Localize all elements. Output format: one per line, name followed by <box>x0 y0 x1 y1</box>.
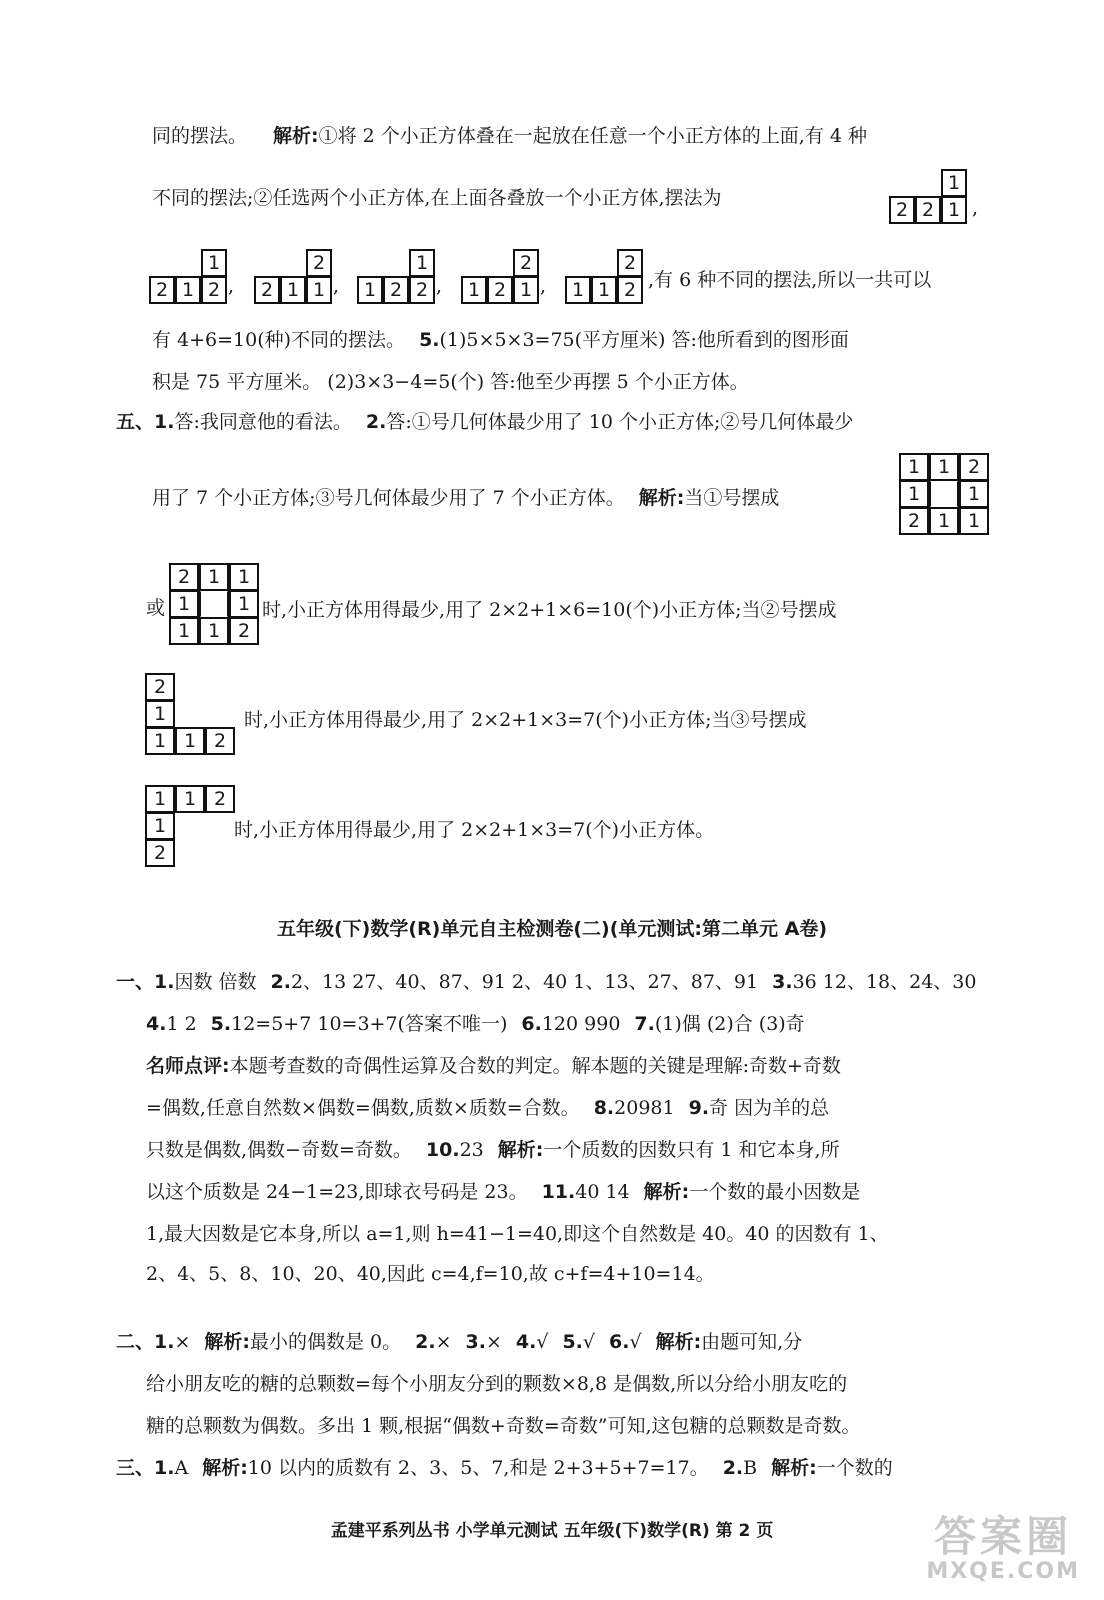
figure-cell: 1 <box>280 276 306 304</box>
figure-cell: 1 <box>941 169 967 197</box>
figure-cell <box>175 673 205 701</box>
answer-line-3: 名师点评:本题考查数的奇偶性运算及合数的判定。解本题的关键是理解:奇数+奇数 <box>146 1055 841 1077</box>
section-heading: 五年级(下)数学(R)单元自主检测卷(二)(单元测试:第二单元 A卷) <box>276 918 828 940</box>
text-line-6: 五、1.答:我同意他的看法。 2.答:①号几何体最少用了 10 个小正方体;②号几何体最少 <box>116 411 854 433</box>
figure-cell <box>175 812 205 840</box>
figure-3 <box>255 250 333 304</box>
figure-cell: 2 <box>254 276 280 304</box>
figure-cell: 1 <box>175 727 205 755</box>
figure-cell <box>254 249 280 277</box>
figure-cell <box>205 812 235 840</box>
text-line-4: 有 4+6=10(种)不同的摆法。 5.(1)5×5×3=75(平方厘米) 答:他所看到的图形面 <box>152 329 849 351</box>
figure-cell: 2 <box>959 453 989 481</box>
figure-cell: 1 <box>145 700 175 728</box>
figure-cell: 2 <box>306 249 332 277</box>
comma: , <box>228 275 235 297</box>
figure-cell: 1 <box>199 617 229 645</box>
figure-cell: 2 <box>205 727 235 755</box>
figure-cell: 1 <box>199 563 229 591</box>
figure-cell: 1 <box>899 480 929 508</box>
figure-cell: 2 <box>617 249 643 277</box>
figure-cell: 2 <box>513 249 539 277</box>
figure-5 <box>462 250 540 304</box>
figure-cell <box>280 249 306 277</box>
answer-line-10: 给小朋友吃的糖的总颗数=每个小朋友分到的颗数×8,8 是偶数,所以分给小朋友吃的 <box>146 1373 848 1395</box>
watermark-url: MXQE.COM <box>926 1559 1080 1584</box>
figure-cell: 1 <box>565 276 591 304</box>
figure-cell <box>915 169 941 197</box>
figure-cell: 2 <box>409 276 435 304</box>
figure-cell: 1 <box>899 453 929 481</box>
answer-line-4: =偶数,任意自然数×偶数=偶数,质数×质数=合数。 8.20981 9.奇 因为羊的总 <box>146 1097 830 1119</box>
figure-cell: 1 <box>461 276 487 304</box>
figure-cell: 1 <box>201 249 227 277</box>
text-line-1: 同的摆法。 解析:①将 2 个小正方体叠在一起放在任意一个小正方体的上面,有 4 种 <box>152 125 868 147</box>
comma: , <box>972 197 979 219</box>
figure-cell: 1 <box>175 785 205 813</box>
figure-cell: 1 <box>591 276 617 304</box>
figure-cell <box>383 249 409 277</box>
figure-cell: 1 <box>145 785 175 813</box>
figure-cell: 1 <box>959 480 989 508</box>
figure-cell <box>889 169 915 197</box>
text-line-8a: 或 <box>146 597 166 619</box>
figure-cell: 2 <box>889 196 915 224</box>
figure-cell: 1 <box>229 563 259 591</box>
figure-cell: 2 <box>487 276 513 304</box>
text-line-7: 用了 7 个小正方体;③号几何体最少用了 7 个小正方体。 解析:当①号摆成 <box>152 487 780 509</box>
text-line-3: ,有 6 种不同的摆法,所以一共可以 <box>648 269 932 291</box>
answer-line-6: 以这个质数是 24−1=23,即球衣号码是 23。 11.40 14 解析:一个数的最小因数是 <box>146 1181 861 1203</box>
figure-cell <box>461 249 487 277</box>
comma: , <box>540 275 547 297</box>
answer-line-9: 二、1.× 解析:最小的偶数是 0。 2.× 3.× 4.√ 5.√ 6.√ 解析:由题可知,分 <box>116 1331 803 1353</box>
figure-cell <box>591 249 617 277</box>
figure-cell <box>357 249 383 277</box>
figure-4 <box>358 250 436 304</box>
figure-cell <box>205 673 235 701</box>
text-line-2: 不同的摆法;②任选两个小正方体,在上面各叠放一个小正方体,摆法为 <box>152 187 722 209</box>
text-line-8: 时,小正方体用得最少,用了 2×2+1×6=10(个)小正方体;当②号摆成 <box>262 599 837 621</box>
figure-grid-3 <box>146 674 236 755</box>
figure-cell: 2 <box>145 839 175 867</box>
figure-cell: 1 <box>169 590 199 618</box>
figure-cell: 1 <box>959 507 989 535</box>
figure-cell: 1 <box>175 276 201 304</box>
text-line-9: 时,小正方体用得最少,用了 2×2+1×3=7(个)小正方体;当③号摆成 <box>244 709 807 731</box>
figure-cell <box>565 249 591 277</box>
figure-cell: 1 <box>929 507 959 535</box>
figure-1 <box>890 170 968 224</box>
figure-cell: 1 <box>229 590 259 618</box>
page-footer: 孟建平系列丛书 小学单元测试 五年级(下)数学(R) 第 2 页 <box>330 1521 774 1541</box>
text-line-10: 时,小正方体用得最少,用了 2×2+1×3=7(个)小正方体。 <box>234 819 715 841</box>
figure-cell: 2 <box>383 276 409 304</box>
watermark-text: 答案圈 <box>934 1512 1073 1561</box>
figure-cell: 1 <box>145 727 175 755</box>
figure-cell: 1 <box>941 196 967 224</box>
figure-cell: 1 <box>306 276 332 304</box>
figure-cell: 2 <box>205 785 235 813</box>
figure-cell <box>205 839 235 867</box>
figure-cell <box>487 249 513 277</box>
answer-line-1: 一、1.因数 倍数 2.2、13 27、40、87、91 2、40 1、13、27、87、91 3.36 12、18、24、30 <box>116 971 977 993</box>
figure-cell: 2 <box>617 276 643 304</box>
figure-cell: 1 <box>929 453 959 481</box>
figure-grid-4 <box>146 786 236 867</box>
figure-cell: 1 <box>169 617 199 645</box>
figure-cell <box>199 590 229 618</box>
figure-2 <box>150 250 228 304</box>
figure-cell <box>205 700 235 728</box>
answer-line-12: 三、1.A 解析:10 以内的质数有 2、3、5、7,和是 2+3+5+7=17。 2.B 解析:一个数的 <box>116 1457 893 1479</box>
figure-grid-2 <box>170 564 260 645</box>
figure-cell <box>929 480 959 508</box>
comma: , <box>436 275 443 297</box>
figure-6 <box>566 250 644 304</box>
figure-cell: 1 <box>357 276 383 304</box>
figure-cell: 2 <box>229 617 259 645</box>
answer-line-11: 糖的总颗数为偶数。多出 1 颗,根据“偶数+奇数=奇数”可知,这包糖的总颗数是奇数。 <box>146 1415 861 1437</box>
figure-cell: 1 <box>513 276 539 304</box>
figure-cell <box>175 700 205 728</box>
figure-cell: 1 <box>145 812 175 840</box>
comma: , <box>333 275 340 297</box>
figure-cell <box>175 839 205 867</box>
answer-line-5: 只数是偶数,偶数−奇数=奇数。 10.23 解析:一个质数的因数只有 1 和它本身,所 <box>146 1139 840 1161</box>
figure-cell: 2 <box>201 276 227 304</box>
figure-cell: 2 <box>169 563 199 591</box>
answer-line-7: 1,最大因数是它本身,所以 a=1,则 h=41−1=40,即这个自然数是 40。40 的因数有 1、 <box>146 1223 889 1245</box>
answer-line-2: 4.1 2 5.12=5+7 10=3+7(答案不唯一) 6.120 990 7.(1)偶 (2)合 (3)奇 <box>146 1013 805 1035</box>
watermark-logo <box>926 1512 1080 1584</box>
figure-cell: 1 <box>409 249 435 277</box>
answer-line-8: 2、4、5、8、10、20、40,因此 c=4,f=10,故 c+f=4+10=14。 <box>146 1263 715 1285</box>
figure-grid-1 <box>900 454 990 535</box>
text-line-5: 积是 75 平方厘米。 (2)3×3−4=5(个) 答:他至少再摆 5 个小正方体。 <box>152 371 749 393</box>
figure-cell <box>149 249 175 277</box>
figure-cell <box>175 249 201 277</box>
figure-cell: 2 <box>145 673 175 701</box>
figure-cell: 2 <box>149 276 175 304</box>
figure-cell: 2 <box>915 196 941 224</box>
figure-cell: 2 <box>899 507 929 535</box>
